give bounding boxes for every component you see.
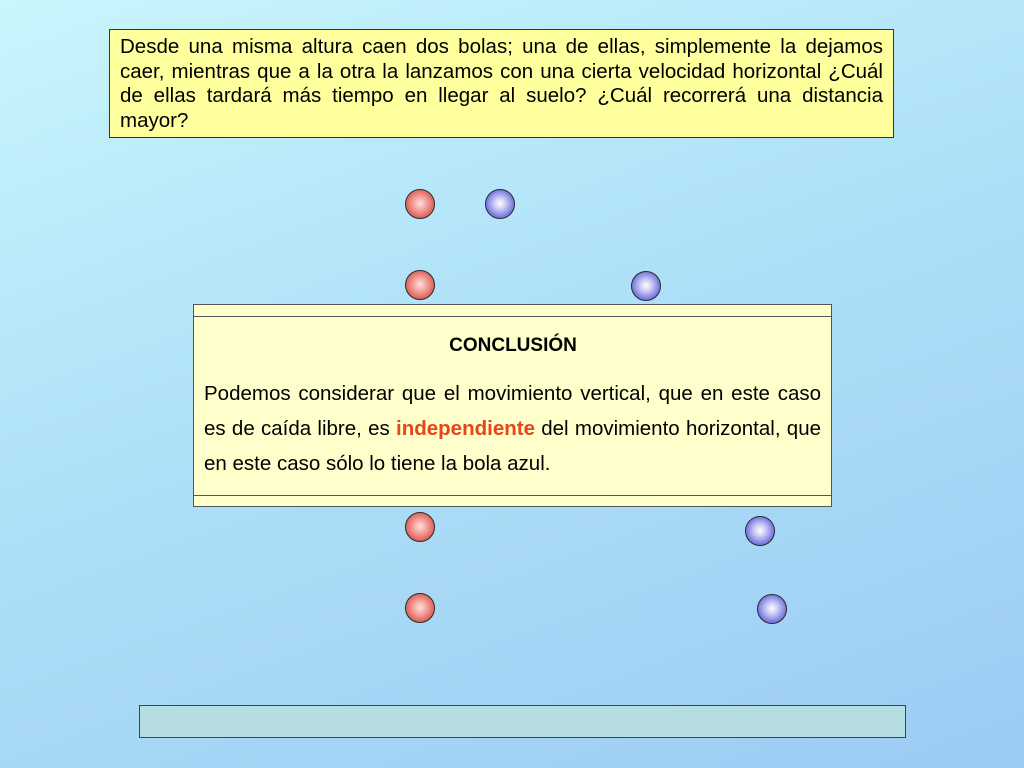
blue-ball [631, 271, 661, 301]
red-ball [405, 270, 435, 300]
red-ball [405, 512, 435, 542]
blue-ball [485, 189, 515, 219]
conclusion-text-after: del movimiento horizontal, que en este caso sólo lo tiene la bola azul. [204, 417, 821, 475]
conclusion-text-before: Podemos considerar que el movimiento vertical, que en este caso es de caída libre, es [204, 382, 821, 440]
bottom-bar [139, 705, 906, 738]
conclusion-title: CONCLUSIÓN [449, 335, 577, 356]
conclusion-highlight: independiente [396, 417, 535, 440]
blue-ball [745, 516, 775, 546]
conclusion-text [204, 376, 821, 481]
conclusion-bottom-rule [194, 495, 831, 496]
question-text: Desde una misma altura caen dos bolas; una de ellas, simplemente la dejamos caer, mientras que a la otra la lanzamos con una cierta velocidad horizontal ¿Cuál de ellas tardará más tiempo en llegar al suelo? ¿Cuál recorrerá una distancia mayor? [120, 35, 883, 132]
blue-ball [757, 594, 787, 624]
conclusion-top-rule [194, 316, 831, 317]
red-ball [405, 189, 435, 219]
question-box [109, 29, 894, 138]
red-ball [405, 593, 435, 623]
conclusion-box [193, 304, 832, 507]
